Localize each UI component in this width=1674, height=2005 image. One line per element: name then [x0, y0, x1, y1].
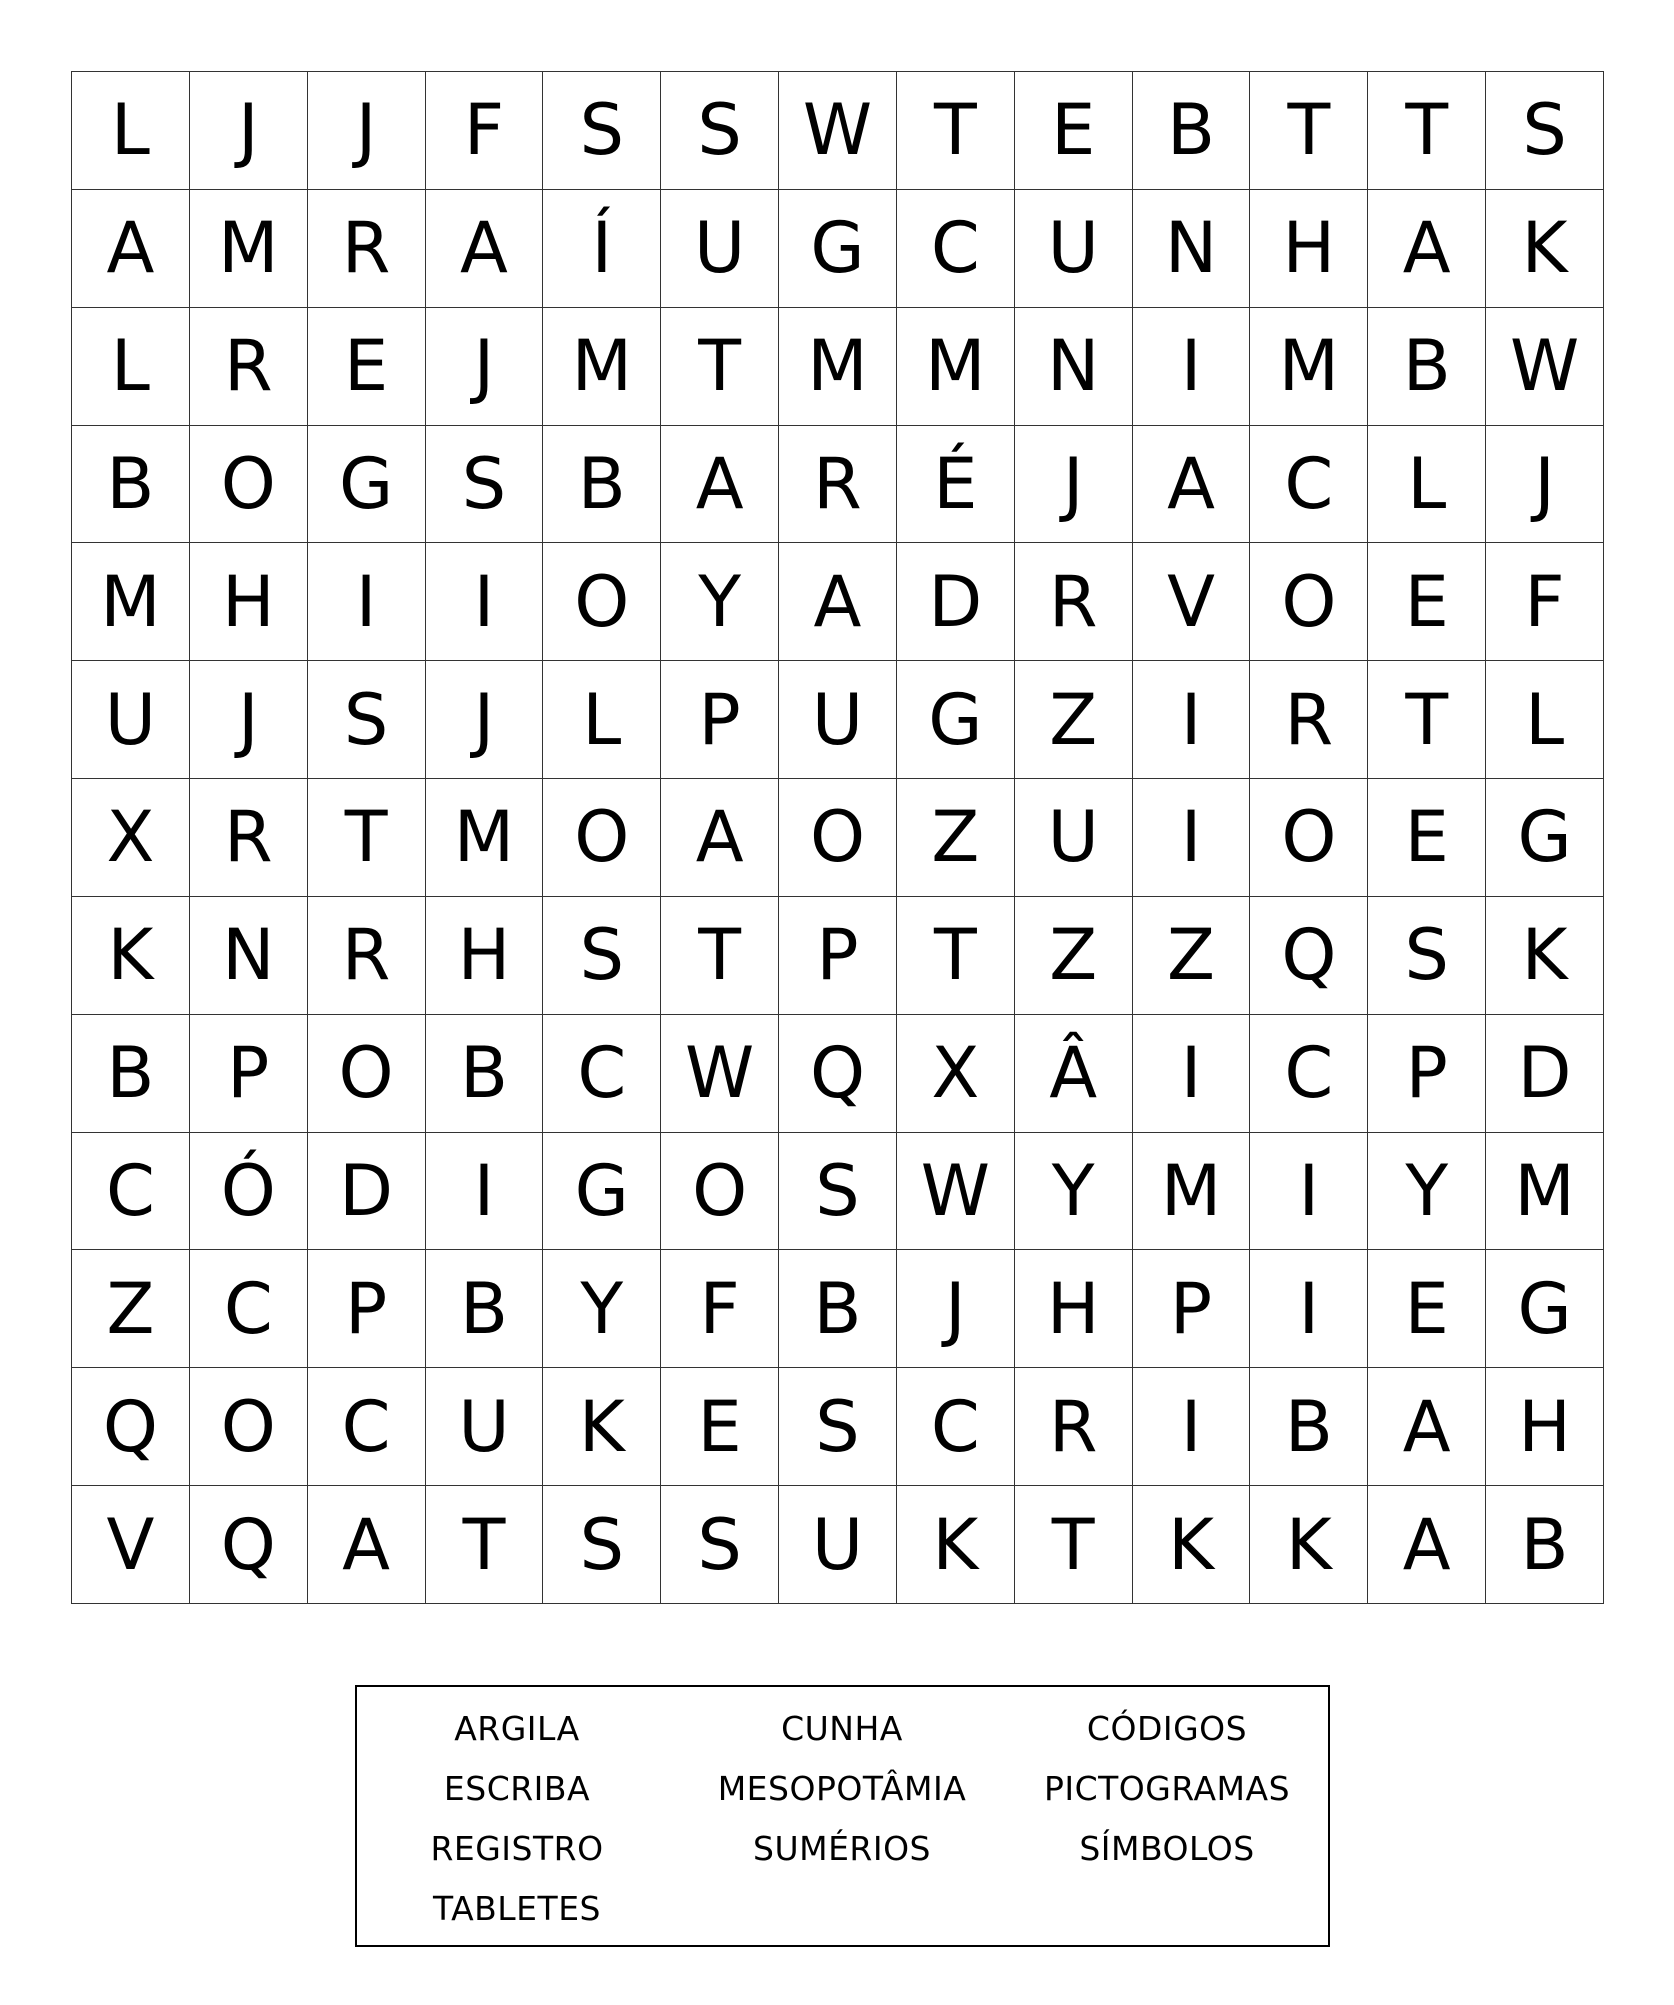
grid-cell[interactable]: T	[308, 779, 426, 897]
grid-cell[interactable]: A	[779, 543, 897, 661]
grid-cell[interactable]: N	[190, 897, 308, 1015]
grid-cell[interactable]: B	[1368, 308, 1486, 426]
grid-cell[interactable]: Q	[190, 1486, 308, 1604]
grid-cell[interactable]: J	[426, 308, 544, 426]
grid-cell[interactable]: R	[779, 426, 897, 544]
grid-cell[interactable]: D	[897, 543, 1015, 661]
grid-cell[interactable]: E	[1368, 1250, 1486, 1368]
grid-cell[interactable]: C	[543, 1015, 661, 1133]
grid-cell[interactable]: O	[779, 779, 897, 897]
grid-cell[interactable]: T	[897, 897, 1015, 1015]
grid-cell[interactable]: Z	[1133, 897, 1251, 1015]
grid-cell[interactable]: U	[661, 190, 779, 308]
grid-cell[interactable]: F	[426, 72, 544, 190]
grid-cell[interactable]: C	[897, 1368, 1015, 1486]
grid-cell[interactable]: S	[661, 72, 779, 190]
grid-cell[interactable]: T	[1368, 72, 1486, 190]
grid-cell[interactable]: I	[1250, 1250, 1368, 1368]
grid-cell[interactable]: M	[1486, 1133, 1604, 1251]
grid-cell[interactable]: S	[426, 426, 544, 544]
grid-cell[interactable]: N	[1015, 308, 1133, 426]
grid-cell[interactable]: K	[1486, 190, 1604, 308]
grid-cell[interactable]: E	[661, 1368, 779, 1486]
grid-cell[interactable]: P	[308, 1250, 426, 1368]
grid-cell[interactable]: Q	[779, 1015, 897, 1133]
grid-cell[interactable]: T	[426, 1486, 544, 1604]
word-list-item: MESOPOTÂMIA	[717, 1769, 967, 1808]
grid-cell[interactable]: H	[1486, 1368, 1604, 1486]
grid-cell[interactable]: C	[72, 1133, 190, 1251]
grid-cell[interactable]: F	[661, 1250, 779, 1368]
grid-cell[interactable]: A	[1368, 1368, 1486, 1486]
grid-cell[interactable]: B	[1486, 1486, 1604, 1604]
grid-cell[interactable]: H	[1250, 190, 1368, 308]
grid-cell[interactable]: O	[308, 1015, 426, 1133]
grid-cell[interactable]: U	[426, 1368, 544, 1486]
grid-cell[interactable]: M	[779, 308, 897, 426]
grid-cell[interactable]: M	[1133, 1133, 1251, 1251]
grid-cell[interactable]: P	[190, 1015, 308, 1133]
grid-cell[interactable]: R	[308, 190, 426, 308]
grid-cell[interactable]: D	[1486, 1015, 1604, 1133]
grid-cell[interactable]: T	[661, 897, 779, 1015]
grid-cell[interactable]: M	[897, 308, 1015, 426]
word-list-item: CÓDIGOS	[1086, 1709, 1248, 1748]
grid-cell[interactable]: A	[308, 1486, 426, 1604]
word-list-item: SÍMBOLOS	[1079, 1829, 1255, 1868]
grid-cell[interactable]: J	[897, 1250, 1015, 1368]
grid-cell[interactable]: L	[543, 661, 661, 779]
grid-cell[interactable]: W	[661, 1015, 779, 1133]
word-list-item: SUMÉRIOS	[752, 1829, 932, 1868]
grid-cell[interactable]: V	[1133, 543, 1251, 661]
grid-cell[interactable]: K	[1133, 1486, 1251, 1604]
grid-cell[interactable]: L	[72, 72, 190, 190]
grid-cell[interactable]: M	[1250, 308, 1368, 426]
grid-cell[interactable]: T	[897, 72, 1015, 190]
grid-cell[interactable]: J	[190, 661, 308, 779]
grid-cell[interactable]: Y	[1015, 1133, 1133, 1251]
grid-cell[interactable]: A	[661, 426, 779, 544]
grid-cell[interactable]: V	[72, 1486, 190, 1604]
grid-cell[interactable]: E	[1368, 779, 1486, 897]
grid-cell[interactable]: O	[1250, 543, 1368, 661]
grid-cell[interactable]: K	[1486, 897, 1604, 1015]
grid-cell[interactable]: Q	[72, 1368, 190, 1486]
grid-cell[interactable]: X	[897, 1015, 1015, 1133]
grid-cell[interactable]: U	[779, 1486, 897, 1604]
grid-cell[interactable]: H	[1015, 1250, 1133, 1368]
grid-cell[interactable]: I	[426, 1133, 544, 1251]
grid-cell[interactable]: S	[661, 1486, 779, 1604]
grid-cell[interactable]: A	[72, 190, 190, 308]
grid-cell[interactable]: H	[426, 897, 544, 1015]
word-list-box	[355, 1685, 1330, 1947]
grid-cell[interactable]: G	[1486, 779, 1604, 897]
grid-cell[interactable]: D	[308, 1133, 426, 1251]
grid-cell[interactable]: G	[308, 426, 426, 544]
grid-cell[interactable]: L	[72, 308, 190, 426]
grid-cell[interactable]: E	[1015, 72, 1133, 190]
grid-cell[interactable]: I	[1133, 1015, 1251, 1133]
grid-cell[interactable]: H	[190, 543, 308, 661]
grid-cell[interactable]: G	[543, 1133, 661, 1251]
grid-cell[interactable]: G	[897, 661, 1015, 779]
grid-cell[interactable]: J	[1486, 426, 1604, 544]
grid-cell[interactable]: I	[1133, 308, 1251, 426]
grid-cell[interactable]: Y	[1368, 1133, 1486, 1251]
grid-cell[interactable]: B	[1133, 72, 1251, 190]
grid-cell[interactable]: Y	[543, 1250, 661, 1368]
grid-cell[interactable]: O	[190, 1368, 308, 1486]
grid-cell[interactable]: P	[661, 661, 779, 779]
grid-cell[interactable]: M	[543, 308, 661, 426]
grid-cell[interactable]: C	[897, 190, 1015, 308]
grid-cell[interactable]: W	[897, 1133, 1015, 1251]
grid-cell[interactable]: C	[1250, 1015, 1368, 1133]
grid-cell[interactable]: O	[543, 543, 661, 661]
grid-cell[interactable]: O	[1250, 779, 1368, 897]
grid-cell[interactable]: B	[543, 426, 661, 544]
grid-cell[interactable]: M	[426, 779, 544, 897]
grid-cell[interactable]: O	[661, 1133, 779, 1251]
grid-cell[interactable]: S	[779, 1133, 897, 1251]
grid-cell[interactable]: C	[308, 1368, 426, 1486]
letter-grid	[71, 71, 1604, 1604]
grid-cell[interactable]: E	[1368, 543, 1486, 661]
grid-cell[interactable]: R	[190, 308, 308, 426]
grid-cell[interactable]: S	[543, 72, 661, 190]
grid-cell[interactable]: K	[1250, 1486, 1368, 1604]
grid-cell[interactable]: I	[1250, 1133, 1368, 1251]
grid-cell[interactable]: U	[1015, 779, 1133, 897]
grid-cell[interactable]: F	[1486, 543, 1604, 661]
grid-cell[interactable]: L	[1486, 661, 1604, 779]
grid-cell[interactable]: J	[1015, 426, 1133, 544]
grid-cell[interactable]: Z	[1015, 661, 1133, 779]
grid-cell[interactable]: K	[897, 1486, 1015, 1604]
grid-cell[interactable]: S	[308, 661, 426, 779]
grid-cell[interactable]: S	[779, 1368, 897, 1486]
grid-cell[interactable]: B	[779, 1250, 897, 1368]
grid-cell[interactable]: R	[308, 897, 426, 1015]
grid-cell[interactable]: B	[72, 1015, 190, 1133]
grid-cell[interactable]: U	[1015, 190, 1133, 308]
grid-cell[interactable]: J	[308, 72, 426, 190]
grid-cell[interactable]: A	[1368, 1486, 1486, 1604]
word-list-item: REGISTRO	[430, 1829, 604, 1868]
grid-cell[interactable]: Z	[72, 1250, 190, 1368]
grid-cell[interactable]: R	[190, 779, 308, 897]
word-list-item: ESCRIBA	[443, 1769, 591, 1808]
grid-cell[interactable]: Ó	[190, 1133, 308, 1251]
grid-cell[interactable]: T	[661, 308, 779, 426]
grid-cell[interactable]: U	[72, 661, 190, 779]
grid-cell[interactable]: O	[190, 426, 308, 544]
grid-cell[interactable]: P	[1368, 1015, 1486, 1133]
grid-cell[interactable]: C	[1250, 426, 1368, 544]
grid-cell[interactable]: C	[190, 1250, 308, 1368]
grid-cell[interactable]: S	[543, 897, 661, 1015]
grid-cell[interactable]: T	[1250, 72, 1368, 190]
word-list-item: TABLETES	[432, 1889, 602, 1928]
grid-cell[interactable]: M	[190, 190, 308, 308]
grid-cell[interactable]: Q	[1250, 897, 1368, 1015]
grid-cell[interactable]: P	[779, 897, 897, 1015]
grid-cell[interactable]: J	[190, 72, 308, 190]
grid-cell[interactable]: Â	[1015, 1015, 1133, 1133]
grid-cell[interactable]: N	[1133, 190, 1251, 308]
grid-cell[interactable]: R	[1015, 543, 1133, 661]
grid-cell[interactable]: P	[1133, 1250, 1251, 1368]
grid-cell[interactable]: T	[1015, 1486, 1133, 1604]
grid-cell[interactable]: É	[897, 426, 1015, 544]
grid-cell[interactable]: K	[72, 897, 190, 1015]
grid-cell[interactable]: T	[1368, 661, 1486, 779]
grid-cell[interactable]: Z	[897, 779, 1015, 897]
word-list-item: PICTOGRAMAS	[1043, 1769, 1291, 1808]
grid-cell[interactable]: B	[1250, 1368, 1368, 1486]
grid-cell[interactable]: A	[1133, 426, 1251, 544]
grid-cell[interactable]: I	[426, 543, 544, 661]
grid-cell[interactable]: L	[1368, 426, 1486, 544]
grid-cell[interactable]: O	[543, 779, 661, 897]
grid-cell[interactable]: E	[308, 308, 426, 426]
grid-cell[interactable]: I	[1133, 779, 1251, 897]
grid-cell[interactable]: S	[1486, 72, 1604, 190]
grid-cell[interactable]: S	[543, 1486, 661, 1604]
grid-cell[interactable]: Y	[661, 543, 779, 661]
grid-cell[interactable]: X	[72, 779, 190, 897]
word-list-item: CUNHA	[781, 1709, 903, 1748]
grid-cell[interactable]: G	[779, 190, 897, 308]
grid-cell[interactable]: A	[426, 190, 544, 308]
grid-cell[interactable]: B	[426, 1250, 544, 1368]
grid-cell[interactable]: I	[1133, 661, 1251, 779]
grid-cell[interactable]: Í	[543, 190, 661, 308]
grid-cell[interactable]: B	[426, 1015, 544, 1133]
grid-cell[interactable]: U	[779, 661, 897, 779]
grid-cell[interactable]: I	[308, 543, 426, 661]
grid-cell[interactable]: J	[426, 661, 544, 779]
grid-cell[interactable]: A	[661, 779, 779, 897]
grid-cell[interactable]: R	[1015, 1368, 1133, 1486]
word-list-item: ARGILA	[454, 1709, 580, 1748]
grid-cell[interactable]: M	[72, 543, 190, 661]
grid-cell[interactable]: W	[779, 72, 897, 190]
grid-cell[interactable]: K	[543, 1368, 661, 1486]
grid-cell[interactable]: G	[1486, 1250, 1604, 1368]
grid-cell[interactable]: S	[1368, 897, 1486, 1015]
grid-cell[interactable]: W	[1486, 308, 1604, 426]
grid-cell[interactable]: I	[1133, 1368, 1251, 1486]
grid-cell[interactable]: B	[72, 426, 190, 544]
grid-cell[interactable]: R	[1250, 661, 1368, 779]
grid-cell[interactable]: Z	[1015, 897, 1133, 1015]
grid-cell[interactable]: A	[1368, 190, 1486, 308]
